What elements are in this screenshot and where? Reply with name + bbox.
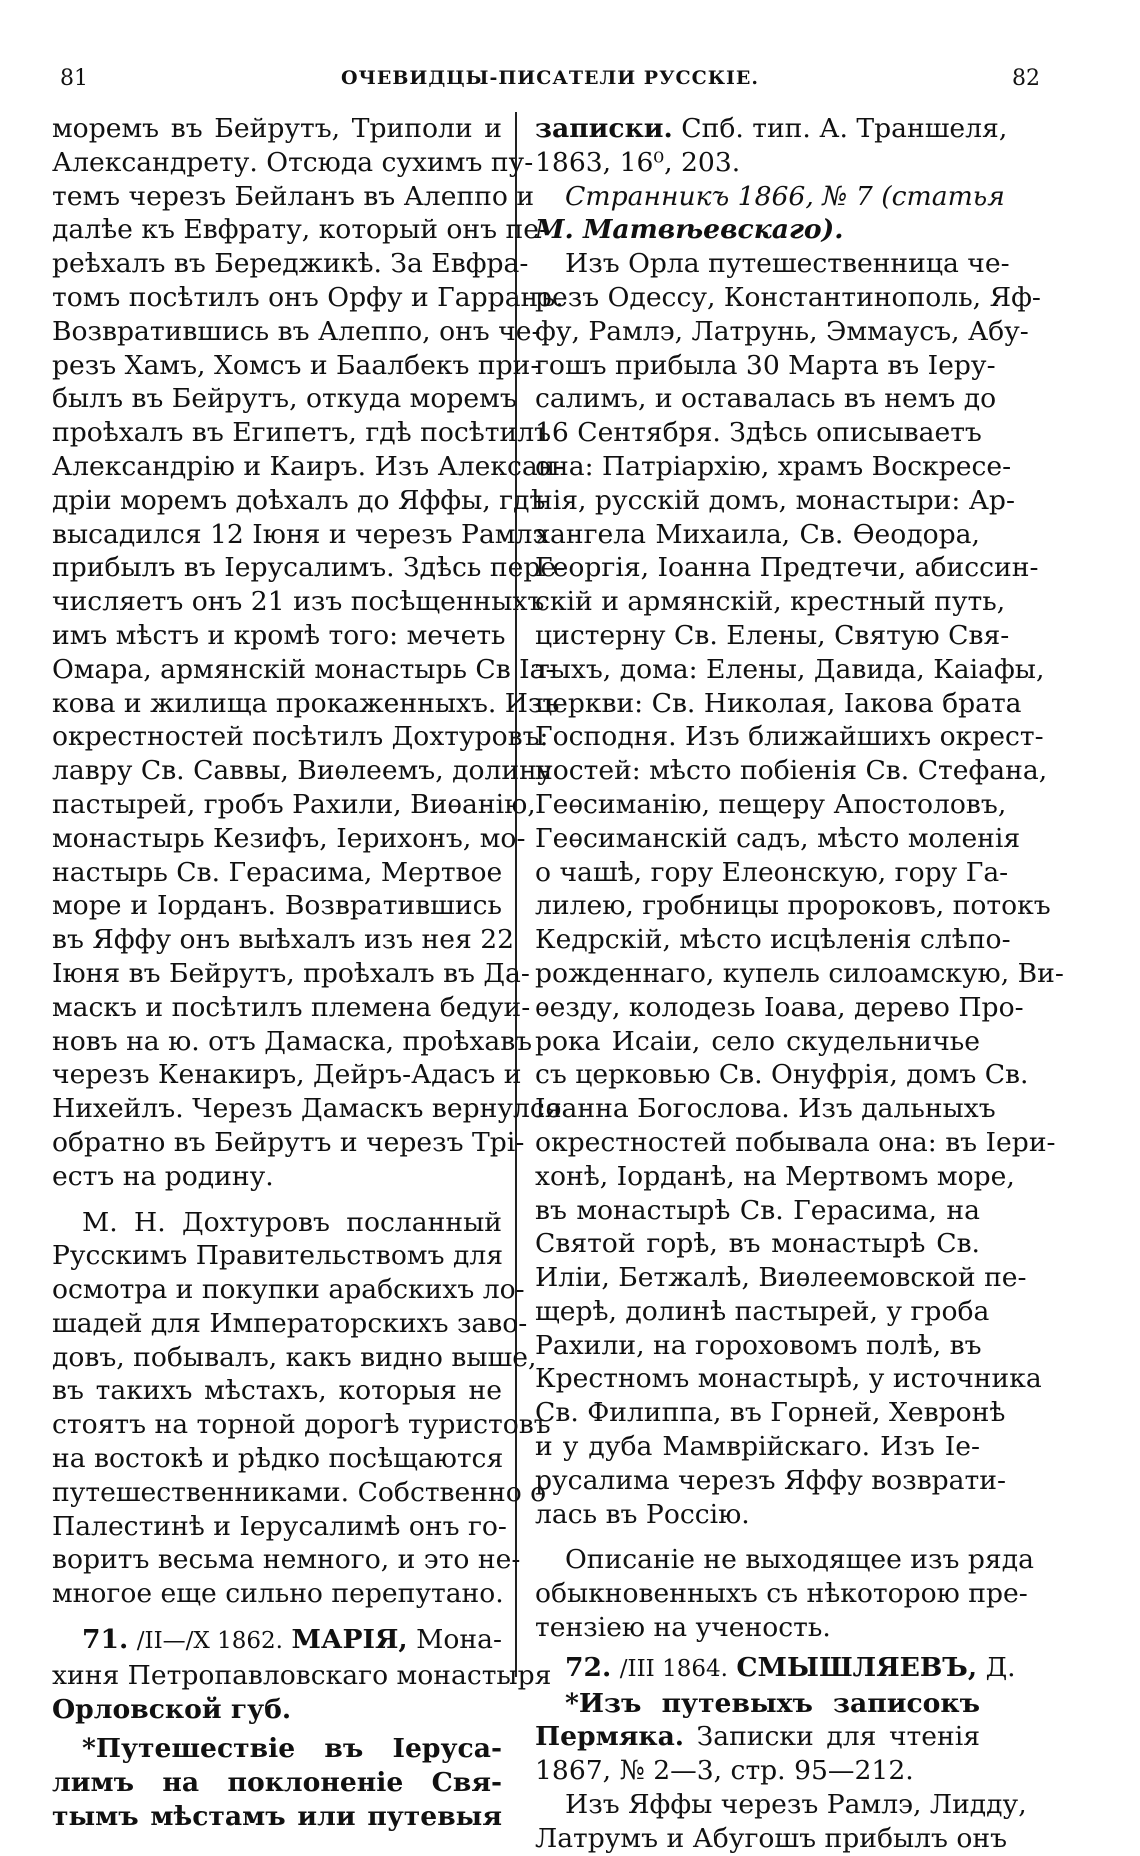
running-title: ОЧЕВИДЦЫ-ПИСАТЕЛИ РУССКІЕ. (340, 67, 760, 89)
text-line: Геѳсиманскій садъ, мѣсто моленія (535, 822, 1021, 854)
text-line: Иліи, Бетжалѣ, Виѳлеемовской пе- (535, 1262, 1027, 1294)
text-line: Кедрскій, мѣсто исцѣленія слѣпо- (535, 924, 1011, 956)
text-line: реѣхалъ въ Береджикѣ. За Евфра- (52, 248, 529, 280)
text-line: Нихейлъ. Черезъ Дамаскъ вернулся (52, 1093, 562, 1125)
reference-line1: Странникъ 1866, № 7 (статья (565, 180, 1005, 212)
text-line: былъ въ Бейрутъ, откуда моремъ (52, 383, 517, 415)
text-line: высадился 12 Іюня и черезъ Рамлэ (52, 518, 548, 550)
text-line: лась въ Россію. (535, 1498, 750, 1530)
text-line: новъ на ю. отъ Дамаска, проѣхавъ (52, 1025, 533, 1057)
text-line: осмотра и покупки арабскихъ ло- (52, 1274, 525, 1306)
text-line: фу, Рамлэ, Латрунь, Эммаусъ, Абу- (535, 315, 1029, 347)
page-number-right: 82 (1012, 65, 1040, 91)
text-line: тензіею на ученость. (535, 1612, 831, 1644)
text-line: лилею, гробницы пророковъ, потокъ (535, 890, 1051, 922)
text-line: маскъ и посѣтилъ племена бедуи- (52, 991, 531, 1023)
text-line: резъ Одессу, Константинополь, Яф- (535, 281, 1041, 313)
text-line: въ монастырѣ Св. Герасима, на (535, 1194, 980, 1226)
text-line: салимъ, и оставалась въ немъ до (535, 383, 997, 415)
text-line: окрестностей побывала она: въ Іери- (535, 1126, 1056, 1158)
text-line: далѣе къ Евфрату, который онъ пе- (52, 214, 548, 246)
text-line: обратно въ Бейрутъ и черезъ Трі- (52, 1126, 525, 1158)
entry-71-line1-rest: Мона- (416, 1624, 502, 1656)
text-line: щерѣ, долинѣ пастырей, у гроба (535, 1295, 990, 1327)
entry-72-line3: 1867, № 2—3, стр. 95—212. (535, 1755, 914, 1787)
left-paragraph-2 (52, 1206, 551, 1612)
text-line: имъ мѣстъ и кромѣ того: мечеть (52, 619, 506, 651)
entry-71-number: 71. (82, 1624, 129, 1656)
entry-72-dates: /III 1864. (619, 1655, 728, 1682)
entry-72-initial: Д. (985, 1651, 1016, 1683)
entry-72-title-line2-rest: Записки для чтенія (696, 1721, 980, 1753)
entry-71-name: МАРІЯ, (291, 1624, 408, 1656)
entry-71-title (52, 1732, 502, 1833)
page-header (60, 60, 1040, 96)
text-line: Іоанна Богослова. Изъ дальныхъ (535, 1093, 996, 1125)
text-line: цистерну Св. Елены, Святую Свя- (535, 619, 1010, 651)
text-line: церкви: Св. Николая, Іакова брата (535, 687, 1022, 719)
text-line: числяетъ онъ 21 изъ посѣщенныхъ (52, 586, 545, 618)
text-line: она: Патріархію, храмъ Воскресе- (535, 450, 1012, 482)
text-line: обыкновенныхъ съ нѣкоторою пре- (535, 1578, 1028, 1610)
text-line: черезъ Кенакиръ, Дейръ-Адасъ и (52, 1059, 522, 1091)
text-line: хангела Михаила, Св. Ѳеодора, (535, 518, 980, 550)
text-line: окрестностей посѣтилъ Дохтуровъ: (52, 721, 549, 753)
text-line: Латрумъ и Абугошъ прибылъ онъ (535, 1822, 1008, 1854)
text-line: Крестномъ монастырѣ, у источника (535, 1363, 1042, 1395)
text-line: кова и жилища прокаженныхъ. Изъ (52, 687, 560, 719)
text-line: Господня. Изъ ближайшихъ окрест- (535, 721, 1044, 753)
entry-71-dates: /II—/X 1862. (136, 1628, 283, 1655)
text-line: томъ посѣтилъ онъ Орфу и Гарранъ. (52, 281, 564, 313)
text-line: многое еще сильно перепутано. (52, 1578, 504, 1610)
text-line: Изъ Орла путешественница че- (565, 248, 1010, 280)
text-line: о чашѣ, гору Елеонскую, гору Га- (535, 856, 1009, 888)
text-line: довъ, побывалъ, какъ видно выше, (52, 1341, 537, 1373)
text-line: прибылъ въ Іерусалимъ. Здѣсь пере- (52, 552, 566, 584)
text-line: Рахили, на гороховомъ полѣ, въ (535, 1329, 982, 1361)
text-line: лавру Св. Саввы, Виѳлеемъ, долину (52, 755, 553, 787)
entry-72-title-line2-bold: Пермяка. (535, 1721, 685, 1753)
text-line: рока Исаіи, село скудельничье (535, 1025, 980, 1057)
text-line: хонѣ, Іорданѣ, на Мертвомъ море, (535, 1160, 1015, 1192)
entry-71-title-line: тымъ мѣстамъ или путевыя (52, 1801, 502, 1833)
text-line: Омара, армянскій монастырь Св Іа- (52, 653, 555, 685)
right-paragraph-2 (535, 1543, 1034, 1644)
entry-72-name: СМЫШЛЯЕВЪ, (736, 1651, 978, 1683)
text-line: монастырь Кезифъ, Іерихонъ, мо- (52, 822, 526, 854)
text-line: моремъ въ Бейрутъ, Триполи и (52, 113, 502, 144)
text-line: пастырей, гробъ Рахили, Виѳанію, (52, 788, 536, 820)
text-line: рожденнаго, купель силоамскую, Ви- (535, 957, 1064, 989)
right-paragraph-3 (535, 1788, 1027, 1856)
text-line: Описаніе не выходящее изъ ряда (565, 1544, 1034, 1576)
text-line: дріи моремъ доѣхалъ до Яффы, гдѣ (52, 484, 546, 516)
text-line: естъ на родину. (52, 1160, 274, 1192)
text-line: Александрію и Каиръ. Изъ Алексан- (52, 450, 565, 482)
text-line: Александрету. Отсюда сухимъ пу- (52, 146, 534, 178)
text-line: настырь Св. Герасима, Мертвое (52, 856, 503, 888)
text-line: съ церковью Св. Онуфрія, домъ Св. (535, 1059, 1029, 1091)
right-paragraph-1 (535, 247, 1064, 1531)
page-number-left: 81 (60, 65, 88, 91)
left-column (52, 112, 566, 1834)
entry-72-title-line1: *Изъ путевыхъ записокъ (565, 1687, 980, 1719)
text-line: 16 Сентября. Здѣсь описываетъ (535, 417, 982, 449)
text-line: Палестинѣ и Іерусалимѣ онъ го- (52, 1510, 507, 1542)
text-line: Геѳсиманію, пещеру Апостоловъ, (535, 788, 1007, 820)
continuation-line2: 1863, 16⁰, 203. (535, 146, 741, 178)
text-line: Изъ Яффы черезъ Рамлэ, Лидду, (565, 1789, 1027, 1821)
text-line: Св. Филиппа, въ Горней, Хевронѣ (535, 1397, 1006, 1429)
text-line: въ такихъ мѣстахъ, которыя не (52, 1375, 502, 1407)
left-paragraph-1 (52, 112, 566, 1194)
text-line: море и Іорданъ. Возвратившись (52, 890, 502, 922)
text-line: въ Яффу онъ выѣхалъ изъ нея 22 (52, 924, 515, 956)
text-line: проѣхалъ въ Египетъ, гдѣ посѣтилъ (52, 417, 552, 449)
text-line: и у дуба Мамврійскаго. Изъ Іе- (535, 1431, 980, 1463)
text-line: воритъ весьма немного, и это не- (52, 1544, 521, 1576)
entry-72-number: 72. (565, 1651, 612, 1683)
text-line: М. Н. Дохтуровъ посланный (82, 1206, 502, 1238)
text-line: стоятъ на торной дорогѣ туристовъ (52, 1409, 551, 1441)
text-line: ностей: мѣсто побіенія Св. Стефана, (535, 755, 1048, 787)
text-line: темъ черезъ Бейланъ въ Алеппо и (52, 180, 535, 212)
text-line: Святой горѣ, въ монастырѣ Св. (535, 1228, 980, 1260)
text-line: резъ Хамъ, Хомсъ и Баалбекъ при- (52, 349, 540, 381)
entry-71-line3: Орловской губ. (52, 1693, 292, 1725)
text-line: Возвратившись въ Алеппо, онъ че- (52, 315, 541, 347)
text-line: нія, русскій домъ, монастыри: Ар- (535, 484, 1015, 516)
entry-71 (52, 1623, 552, 1834)
entry-71-line2: хиня Петропавловскаго монастыря (52, 1659, 552, 1691)
reference-line2: М. Матвѣевскаго). (535, 214, 844, 246)
text-line: Русскимъ Правительствомъ для (52, 1240, 504, 1272)
continuation-rest: Спб. тип. А. Траншеля, (681, 113, 1008, 144)
text-line: путешественниками. Собственно о (52, 1476, 547, 1508)
entry-71-title-line: лимъ на поклоненіе Свя- (52, 1767, 502, 1799)
text-line: тыхъ, дома: Елены, Давида, Каіафы, (535, 653, 1045, 685)
text-line: Георгія, Іоанна Предтечи, абиссин- (535, 552, 1039, 584)
entry-71-title-line: *Путешествіе въ Іеруса- (82, 1733, 502, 1765)
right-column (535, 112, 1064, 1856)
entry-72 (535, 1651, 1016, 1788)
text-line: русалима черезъ Яффу возврати- (535, 1464, 1006, 1496)
text-line: ѳезду, колодезь Іоава, дерево Про- (535, 991, 1024, 1023)
text-line: гошъ прибыла 30 Марта въ Іеру- (535, 349, 996, 381)
text-line: шадей для Императорскихъ заво- (52, 1307, 528, 1339)
text-line: Іюня въ Бейрутъ, проѣхалъ въ Да- (52, 957, 530, 989)
continuation-bold: записки. (535, 113, 673, 144)
text-line: скій и армянскій, крестный путь, (535, 586, 1006, 618)
text-line: на востокѣ и рѣдко посѣщаются (52, 1443, 504, 1475)
